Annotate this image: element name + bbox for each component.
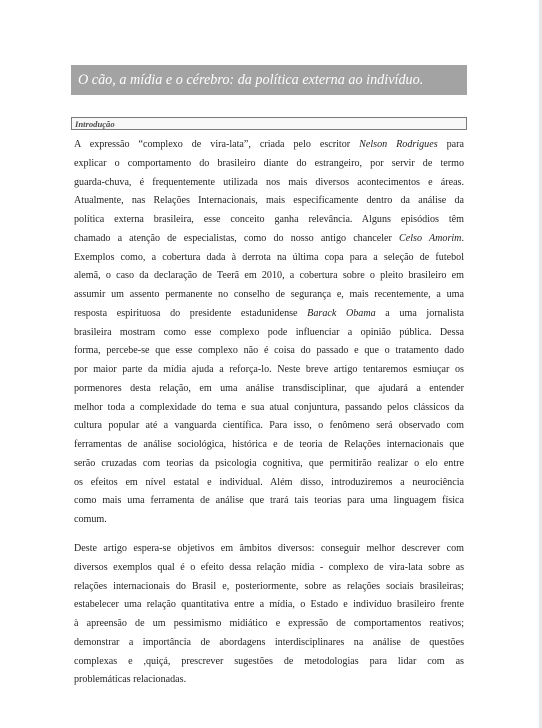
paragraph-line: como mais uma ferramenta de análise que trará tais teorias para uma linguagem física [74,495,464,507]
paragraph-line: melhor toda a complexidade do tema e sua atual conjuntura, passando pelos clássicos da [74,401,464,413]
paragraph-line: cultura popular até a vanguarda científica. Para isso, o fenômeno será observado com [74,420,464,432]
paragraph-line: assumir um assento permanente no conselho de segurança e, mais recentemente, a uma [74,289,464,300]
paragraph-line: estabelecer uma relação quantitativa entre a mídia, o Estado e indivíduo brasileiro frente [74,599,464,611]
paragraph-line: problemáticas relacionadas. [74,674,187,686]
paragraph-line: diversos exemplos qual é o efeito dessa relação mídia - complexo de vira-lata sobre as [74,561,464,573]
section-heading: Introdução [75,118,115,129]
paragraph-line: os efeitos em nível estatal e individual. Além disso, introduziremos a neurociência [74,476,464,488]
paragraph-line: resposta espirituosa do presidente estadunidense Barack Obama a uma jornalista [74,307,464,319]
paragraph-line: pormenores desta relação, em uma análise transdisciplinar, que ajudará a entender [74,382,464,394]
paragraph-line: alemã, o caso da declaração de Teerã em 2010, a cobertura sobre o pleito brasileiro em [74,270,464,282]
paragraph-line: forma, percebe-se que esse complexo não é coisa do passado e que o tratamento dado [74,345,464,357]
article-title: O cão, a mídia e o cérebro: da política externa ao indivíduo. [78,71,424,88]
title-banner [71,65,467,95]
paragraph-line: por maior parte da mídia ajuda a reforça-lo. Neste breve artigo tentaremos esmiuçar os [74,364,464,375]
paragraph-line: à apreensão de um pessimismo midiático e expressão de comportamentos reativos; [74,618,464,629]
paragraph-line: política externa brasileira, esse conceito ganha relevância. Alguns episódios têm [74,214,464,225]
paragraph-introduction [74,136,464,530]
paragraph-line: A expressão “complexo de vira-lata”, criada pelo escritor Nelson Rodrigues para [74,139,464,150]
paragraph-line: Atualmente, nas Relações Internacionais, mais especificamente dentro da análise da [74,195,464,207]
paragraph-line: serão cruzadas com teorias da psicologia cognitiva, que permitirão realizar o elo entre [74,457,464,469]
paragraph-line: explicar o comportamento do brasileiro diante do estrangeiro, por servir de termo [74,157,464,169]
paragraph-line: chamado a atenção de especialistas, como do nosso antigo chanceler Celso Amorim. [74,232,465,244]
section-heading-box [71,117,467,130]
paragraph-line: complexas e ,quiçá, prescrever sugestões de metodologias para lidar com as [74,655,464,667]
paragraph-line: Deste artigo espera-se objetivos em âmbitos diversos: conseguir melhor descrever com [74,543,464,554]
person-name: Celso Amorim [399,232,462,244]
paragraph-line: demonstrar a importância de abordagens interdisciplinares na análise de questões [74,636,464,648]
paragraph-line: relações internacionais do Brasil e, posteriormente, sobre as relações sociais brasileiras; [74,580,464,592]
paragraph-line: comum. [74,514,107,525]
paragraph-line: Exemplos como, a cobertura dada à derrota na última copa para a seleção de futebol [74,251,464,263]
paragraph-line: brasileira mostram como esse complexo pode influenciar a opinião pública. Dessa [74,326,464,338]
author-name: Nelson Rodrigues [359,139,438,150]
person-name: Barack Obama [307,307,376,319]
paragraph-objectives [74,540,464,690]
paragraph-line: guarda-chuva, é frequentemente utilizada nos mais diversos acontecimentos e áreas. [74,176,464,188]
paragraph-line: ferramentas de análise sociológica, histórica e de teoria de Relações internacionais que [74,439,464,450]
